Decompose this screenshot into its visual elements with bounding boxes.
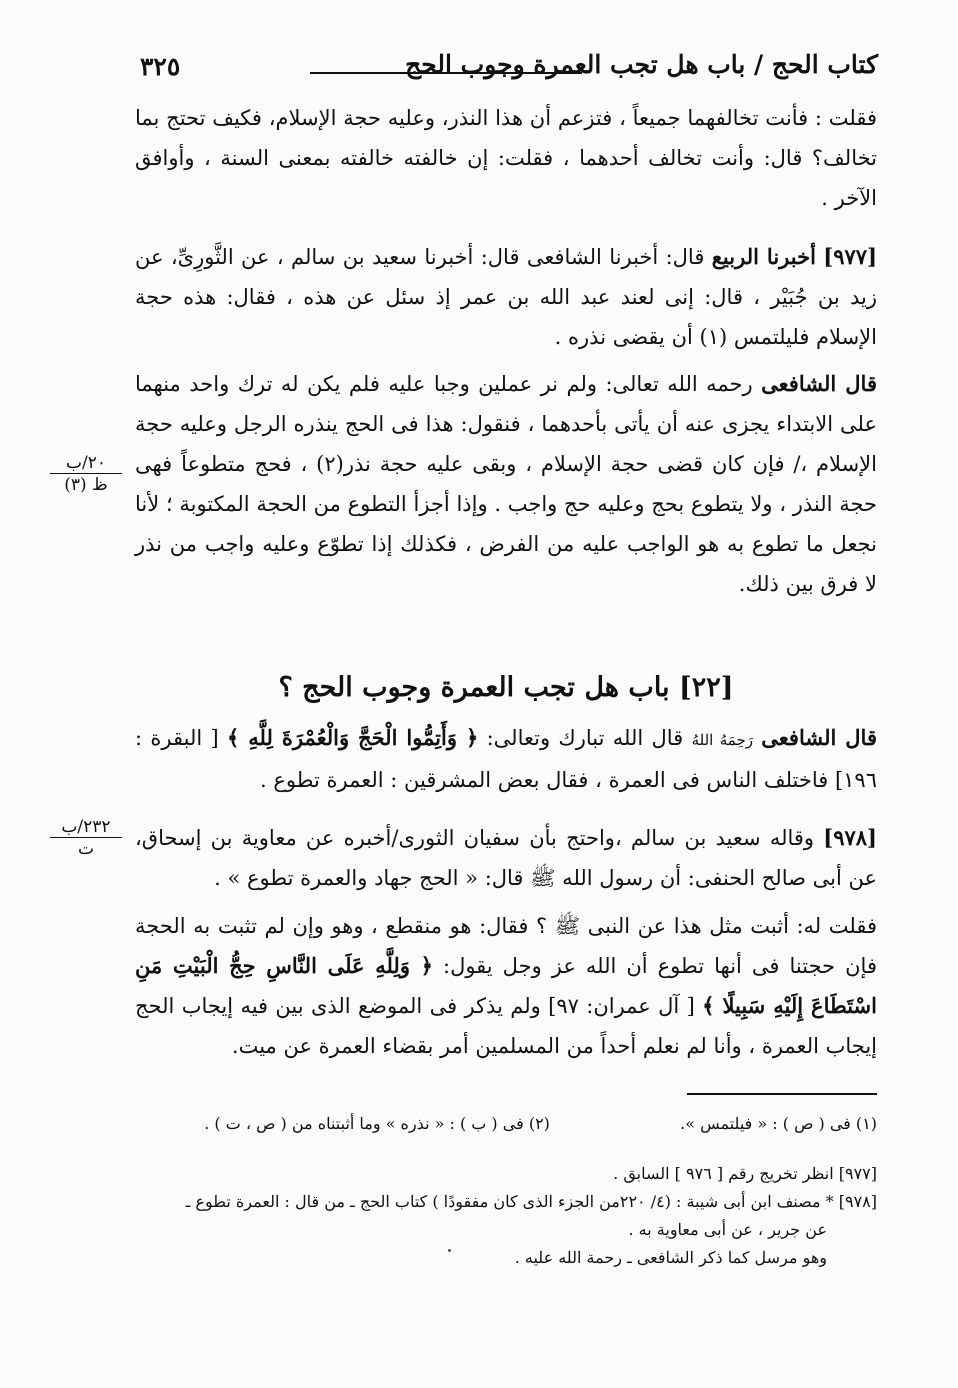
footnotes-row xyxy=(135,1110,877,1138)
footnote-rule xyxy=(687,1093,877,1095)
shafii-text-1: رحمه الله تعالى: ولم نر عملين وجبا عليه فلم يكن له ترك واحد منهما على الابتداء يجزى عنه أن يأتى بأحدهما ، فنقول: هذا فى الحج ينذره الرجل وعليه حجة الإسلام ،/ فإن كان قضى حجة الإسلام ، وبقى عليه حجة نذر(٢) ، فحج متطوعاً فهى حجة النذر ، ولا يتطوع بحج وعليه حج واجب . وإذا أجزأ التطوع من الحجة المكتوبة ؛ لأنا نجعل ما تطوع به هو الواجب عليه من الفرض ، فكذلك إذا تطوّع وعليه واجب من نذر لا فرق بين ذلك. xyxy=(135,372,877,596)
hadith-number-978: [٩٧٨] xyxy=(823,825,877,850)
ayah-al-imran: ﴿ وَلِلَّهِ عَلَى النَّاسِ حِجُّ الْبَيْتِ مَنِ اسْتَطَاعَ إِلَيْهِ سَبِيلًا ﴾ xyxy=(135,953,877,1018)
takhrij-977: [٩٧٧] انظر تخريج رقم [ ٩٧٦ ] السابق . xyxy=(613,1164,877,1183)
hadith-977-text: قال: أخبرنا الشافعى قال: أخبرنا سعيد بن سالم ، عن الثَّورِىِّ، عن زيد بن جُبَيْر ، قال: إنى لعند عبد الله بن عمر إذ سئل عن هذه ، فقال: هذه حجة الإسلام فليلتمس (١) أن يقضى نذره . xyxy=(135,245,877,349)
shafii-lead-1: قال الشافعى xyxy=(761,371,877,396)
takhrij-978-remark: وهو مرسل كما ذكر الشافعى ـ رحمة الله عليه . xyxy=(514,1248,827,1267)
paragraph-faqultu xyxy=(135,906,877,1066)
ink-speck xyxy=(448,1249,451,1252)
ayah-baqarah: ﴿ وَأَتِمُّوا الْحَجَّ وَالْعُمْرَةَ لِلَّهِ ﴾ xyxy=(227,725,479,750)
margin-note-folio-1 xyxy=(50,454,122,494)
margin-note-2-top: ٢٣٢/ب xyxy=(50,818,122,838)
faqultu-text-2: [ آل عمران: ٩٧] ولم يذكر فى الموضع الذى بين فيه إيجاب الحج إيجاب العمرة ، وأنا لم نعلم أحداً من المسلمين أمر بقضاء العمرة عن ميت. xyxy=(135,994,877,1058)
paragraph-1 xyxy=(135,98,877,218)
footnotes xyxy=(135,1110,877,1138)
hadith-978-text: وقاله سعيد بن سالم ،واحتج بأن سفيان الثورى/أخبره عن معاوية بن إسحاق، عن أبى صالح الحنفى: أن رسول الله ﷺ قال: « الحج جهاد والعمرة تطوع » . xyxy=(135,826,877,890)
footnote-2: (٢) فى ( ب ) : « نذره » وما أثبتناه من ( ص ، ت ) . xyxy=(204,1114,550,1133)
running-title: كتاب الحج / باب هل تجب العمرة وجوب الحج xyxy=(405,50,878,79)
chapter-heading: [٢٢] باب هل تجب العمرة وجوب الحج ؟ xyxy=(278,672,734,703)
paragraph-shafii-1 xyxy=(135,364,877,604)
shafii-text-2a: قال الله تبارك وتعالى: xyxy=(486,726,684,750)
shafii-text-2b: [ البقرة : ١٩٦] فاختلف الناس فى العمرة ، فقال بعض المشرقين : العمرة تطوع . xyxy=(135,726,877,792)
hadith-977-lead: أخبرنا الربيع xyxy=(711,244,816,269)
faqultu-text-1: فقلت له: أثبت مثل هذا عن النبى ﷺ ؟ فقال: هو منقطع ، وهو وإن لم تثبت به الحجة فإن حجتنا فى أنها تطوع أن الله عز وجل يقول: xyxy=(135,914,877,978)
paragraph-shafii-2 xyxy=(135,718,877,800)
paragraph-978 xyxy=(135,818,877,898)
honorific: رَحِمَهُ اللهُ xyxy=(691,731,753,749)
paragraph-1-text: فقلت : فأنت تخالفهما جميعاً ، فتزعم أن هذا النذر، وعليه حجة الإسلام، فكيف تحتج بما تخالف؟ قال: وأنت تخالف أحدهما ، فقلت: إن خالفته خالفته بمعنى السنة ، وأوافق الآخر . xyxy=(135,106,877,210)
margin-note-1-top: ٢٠/ب xyxy=(50,454,122,474)
margin-note-folio-2 xyxy=(50,818,122,858)
footnote-1: (١) فى ( ص ) : « فيلتمس ». xyxy=(680,1114,877,1133)
takhrij-978: [٩٧٨] * مصنف ابن أبى شيبة : (٤/ ٢٢٠من الجزء الذى كان مفقودًا ) كتاب الحج ـ من قال : العمرة تطوع ـ xyxy=(185,1192,877,1211)
takhrij-notes xyxy=(135,1160,877,1272)
hadith-number-977: [٩٧٧] xyxy=(823,244,878,269)
page-number: ٣٢٥ xyxy=(140,52,181,81)
margin-note-1-bottom: ظ (٣) xyxy=(64,475,108,495)
margin-note-2-bottom: ت xyxy=(77,839,94,859)
paragraph-977 xyxy=(135,237,877,357)
takhrij-978-cont: عن جرير ، عن أبى معاوية به . xyxy=(628,1220,827,1239)
page-header xyxy=(130,46,878,86)
shafii-lead-2: قال الشافعى xyxy=(761,725,877,750)
